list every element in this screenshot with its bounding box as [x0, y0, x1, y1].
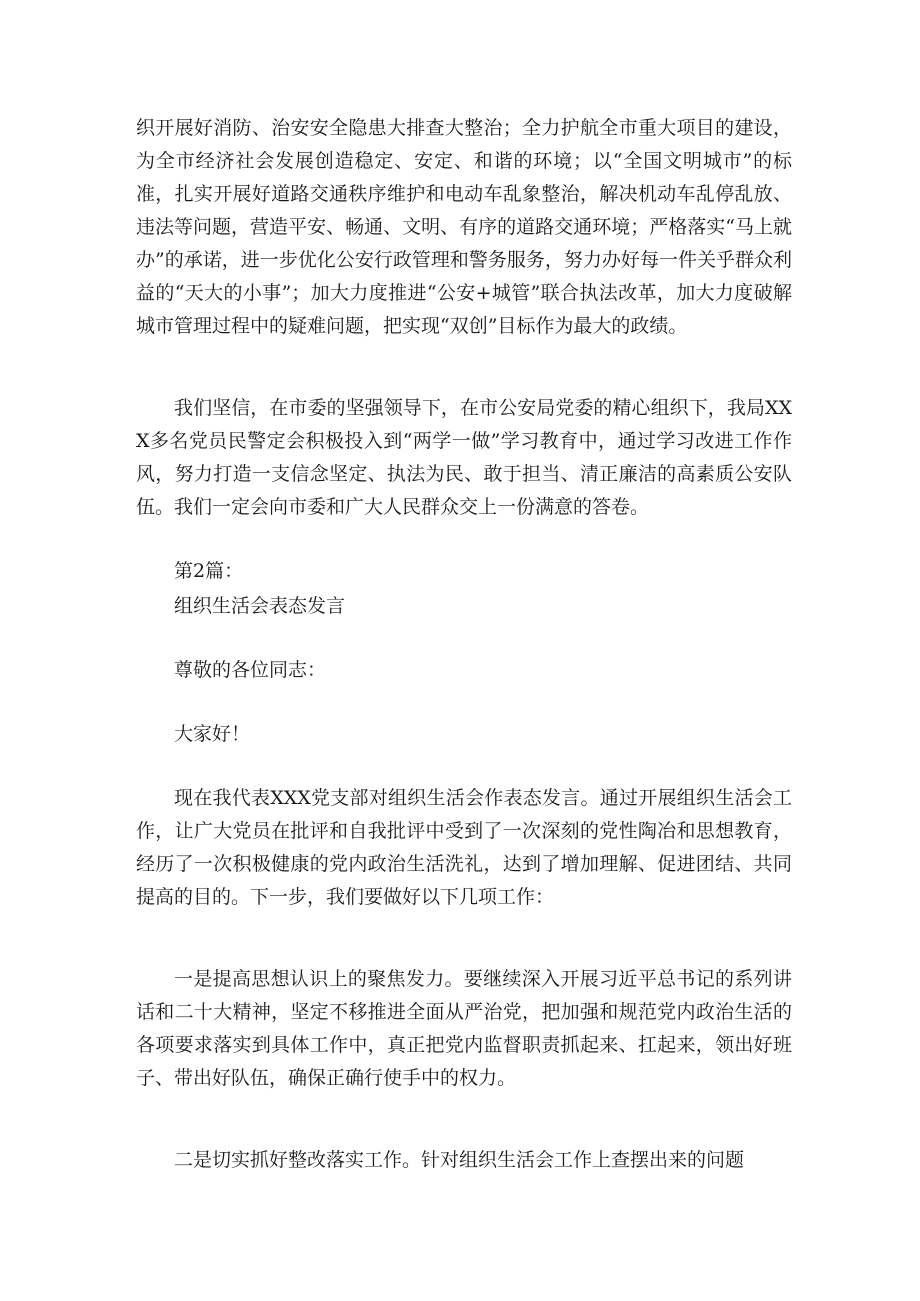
paragraph-1: 织开展好消防、治安安全隐患大排查大整治；全力护航全市重大项目的建设，为全市经济社会发展创造稳定、安定、和谐的环境；以“全国文明城市”的标准，扎实开展好道路交通秩序维护和电动车乱象整治，解决机动车乱停乱放、违法等问题，营造平安、畅通、文明、有序的道路交通环境；严格落实“马上就办”的承诺，进一步优化公安行政管理和警务服务，努力办好每一件关乎群众利益的“天大的小事”；加大力度推进“公安+城管”联合执法改革，加大力度破解城市管理过程中的疑难问题，把实现“双创”目标作为最大的政绩。 [136, 117, 792, 337]
paragraph-4: 一是提高思想认识上的聚焦发力。要继续深入开展习近平总书记的系列讲话和二十大精神，坚定不移推进全面从严治党，把加强和规范党内政治生活的各项要求落实到具体工作中，真正把党内监督职责抓起来、扛起来，领出好班子、带出好队伍，确保正确行使手中的权力。 [136, 968, 792, 1089]
paragraph-2: 我们坚信，在市委的坚强领导下，在市公安局党委的精心组织下，我局XXX多名党员民警定会积极投入到“两学一做”学习教育中，通过学习改进工作作风，努力打造一支信念坚定、执法为民、敢于担当、清正廉洁的高素质公安队伍。我们一定会向市委和广大人民群众交上一份满意的答卷。 [136, 397, 792, 518]
section-label: 第2篇： [174, 560, 244, 582]
paragraph-5: 二是切实抓好整改落实工作。针对组织生活会工作上查摆出来的问题 [174, 1149, 745, 1171]
salutation: 尊敬的各位同志： [174, 659, 327, 681]
greeting: 大家好！ [174, 723, 251, 745]
section-title: 组织生活会表态发言 [174, 595, 346, 617]
paragraph-3: 现在我代表XXX党支部对组织生活会作表态发言。通过开展组织生活会工作，让广大党员在批评和自我批评中受到了一次深刻的党性陶冶和思想教育，经历了一次积极健康的党内政治生活洗礼，达到了增加理解、促进团结、共同提高的目的。下一步，我们要做好以下几项工作： [136, 787, 792, 908]
